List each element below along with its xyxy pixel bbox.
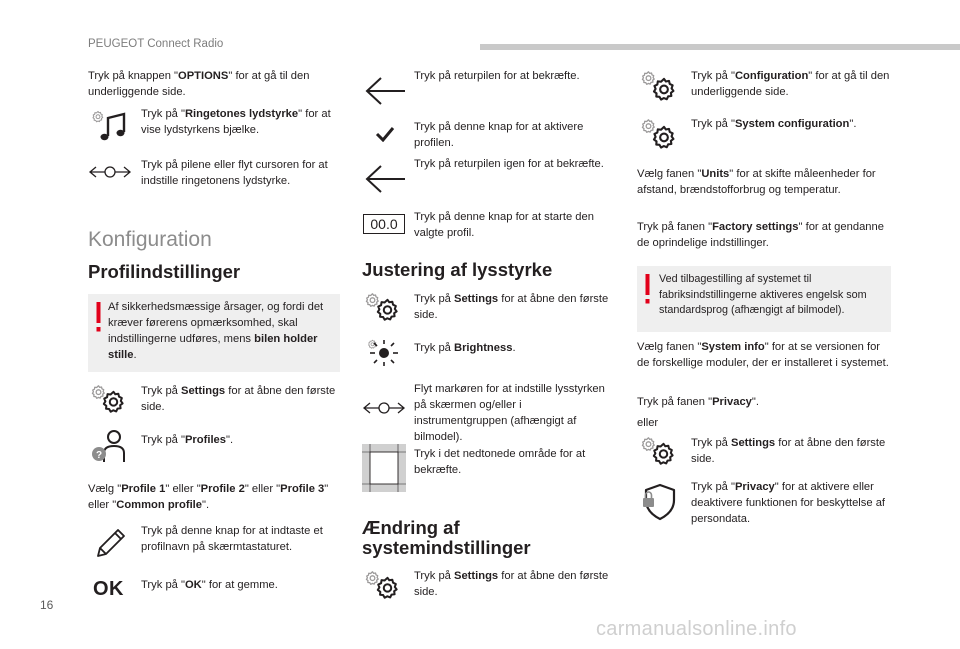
subsection-title-profiles: Profilindstillinger	[88, 261, 241, 282]
return-text-1: Tryk på returpilen for at bekræfte.	[414, 70, 580, 82]
section-title-system-1: Ændring af	[362, 517, 460, 538]
configuration-text: Tryk på "Configuration" for at gå til den underliggende side.	[691, 70, 890, 98]
slider-text: Flyt markøren for at indstille lysstyrken på skærmen og/eller i instrumentgruppen (afhængigt af bilmodel).	[414, 383, 605, 443]
privacy-shield-lock-icon	[640, 482, 680, 522]
ok-icon: OK	[93, 578, 124, 600]
settings-text-2: Tryk på Settings for at åbne den første side.	[414, 293, 609, 321]
brightness-slider-arrows-icon	[362, 396, 406, 420]
system-configuration-gears-icon	[640, 118, 680, 154]
reset-counter-icon: 00.0	[363, 214, 405, 234]
settings-text-3: Tryk på Settings for at åbne den første side.	[414, 570, 609, 598]
shaded-area-icon	[362, 444, 406, 492]
profile-person-icon	[90, 426, 130, 466]
arrows-text: Tryk på pilene eller flyt cursoren for at indstille ringetonens lydstyrke.	[141, 159, 328, 187]
factory-warning-box	[637, 266, 891, 332]
system-info-text: Vælg fanen "System info" for at se versionen for de forskellige moduler, der er installeret i systemet.	[637, 341, 889, 369]
factory-warning-text: Ved tilbagestilling af systemet til fabriksindstillingerne aktiveres engelsk som standardsprog (afhængigt af bilmodel).	[659, 273, 867, 316]
slider-arrows-icon	[88, 160, 132, 184]
section-title-brightness: Justering af lysstyrke	[362, 259, 553, 280]
checkmark-icon	[372, 122, 398, 146]
units-text: Vælg fanen "Units" for at skifte måleenheder for afstand, brændstofforbrug og temperatur.	[637, 168, 876, 196]
page-number: 16	[40, 598, 54, 612]
warning-exclamation-icon	[96, 302, 101, 332]
svg-text:?: ?	[95, 450, 103, 461]
ok-text: Tryk på "OK" for at gemme.	[141, 579, 278, 591]
factory-settings-text: Tryk på fanen "Factory settings" for at gendanne de oprindelige indstillinger.	[637, 221, 884, 249]
ringtone-note-icon	[90, 108, 130, 148]
watermark: carmanualsonline.info	[596, 618, 797, 640]
section-title-konfiguration: Konfiguration	[88, 228, 212, 251]
settings-text-1: Tryk på Settings for at åbne den første side.	[141, 385, 336, 413]
header-bar	[480, 44, 960, 50]
pencil-icon	[90, 524, 130, 564]
profiles-text: Tryk på "Profiles".	[141, 434, 234, 446]
configuration-gears-icon	[640, 70, 680, 106]
check-text: Tryk på denne knap for at aktivere profilen.	[414, 121, 584, 149]
brightness-text: Tryk på Brightness.	[414, 342, 516, 354]
brightness-sun-icon	[364, 338, 404, 368]
choose-profile-text: Vælg "Profile 1" eller "Profile 2" eller "Profile 3" eller "Common profile".	[88, 483, 329, 511]
privacy-text: Tryk på "Privacy" for at aktivere eller deaktivere funktionen for beskyttelse af persondata.	[691, 481, 886, 525]
reset-text: Tryk på denne knap for at starte den valgte profil.	[414, 211, 594, 239]
options-intro: Tryk på knappen "OPTIONS" for at gå til den underliggende side.	[88, 70, 310, 98]
settings-gears-icon	[90, 384, 130, 418]
warning-exclamation-icon-2	[645, 274, 650, 304]
section-title-system-2: systemindstillinger	[362, 537, 531, 558]
ringtones-volume-text: Tryk på "Ringetones lydstyrke" for at vise lydstyrkens bjælke.	[141, 108, 331, 136]
safety-warning-box	[88, 294, 340, 372]
running-header: PEUGEOT Connect Radio	[88, 38, 224, 50]
or-text: eller	[637, 417, 659, 429]
pencil-text: Tryk på denne knap for at indtaste et profilnavn på skærmtastaturet.	[141, 525, 323, 553]
system-configuration-text: Tryk på "System configuration".	[691, 118, 857, 130]
settings-gears-icon-4	[640, 436, 680, 470]
settings-text-4: Tryk på Settings for at åbne den første side.	[691, 437, 886, 465]
return-arrow-icon	[362, 74, 408, 108]
safety-warning-text: Af sikkerhedsmæssige årsager, og fordi det kræver førerens opmærksomhed, skal indstillingerne udføres, mens bilen holder stille.	[108, 301, 324, 361]
return-text-2: Tryk på returpilen igen for at bekræfte.	[414, 158, 604, 170]
settings-gears-icon-2	[364, 292, 404, 326]
privacy-tab-text: Tryk på fanen "Privacy".	[637, 396, 759, 408]
settings-gears-icon-3	[364, 570, 404, 604]
shaded-text: Tryk i det nedtonede område for at bekræfte.	[414, 448, 586, 476]
return-arrow-icon-2	[362, 162, 408, 196]
